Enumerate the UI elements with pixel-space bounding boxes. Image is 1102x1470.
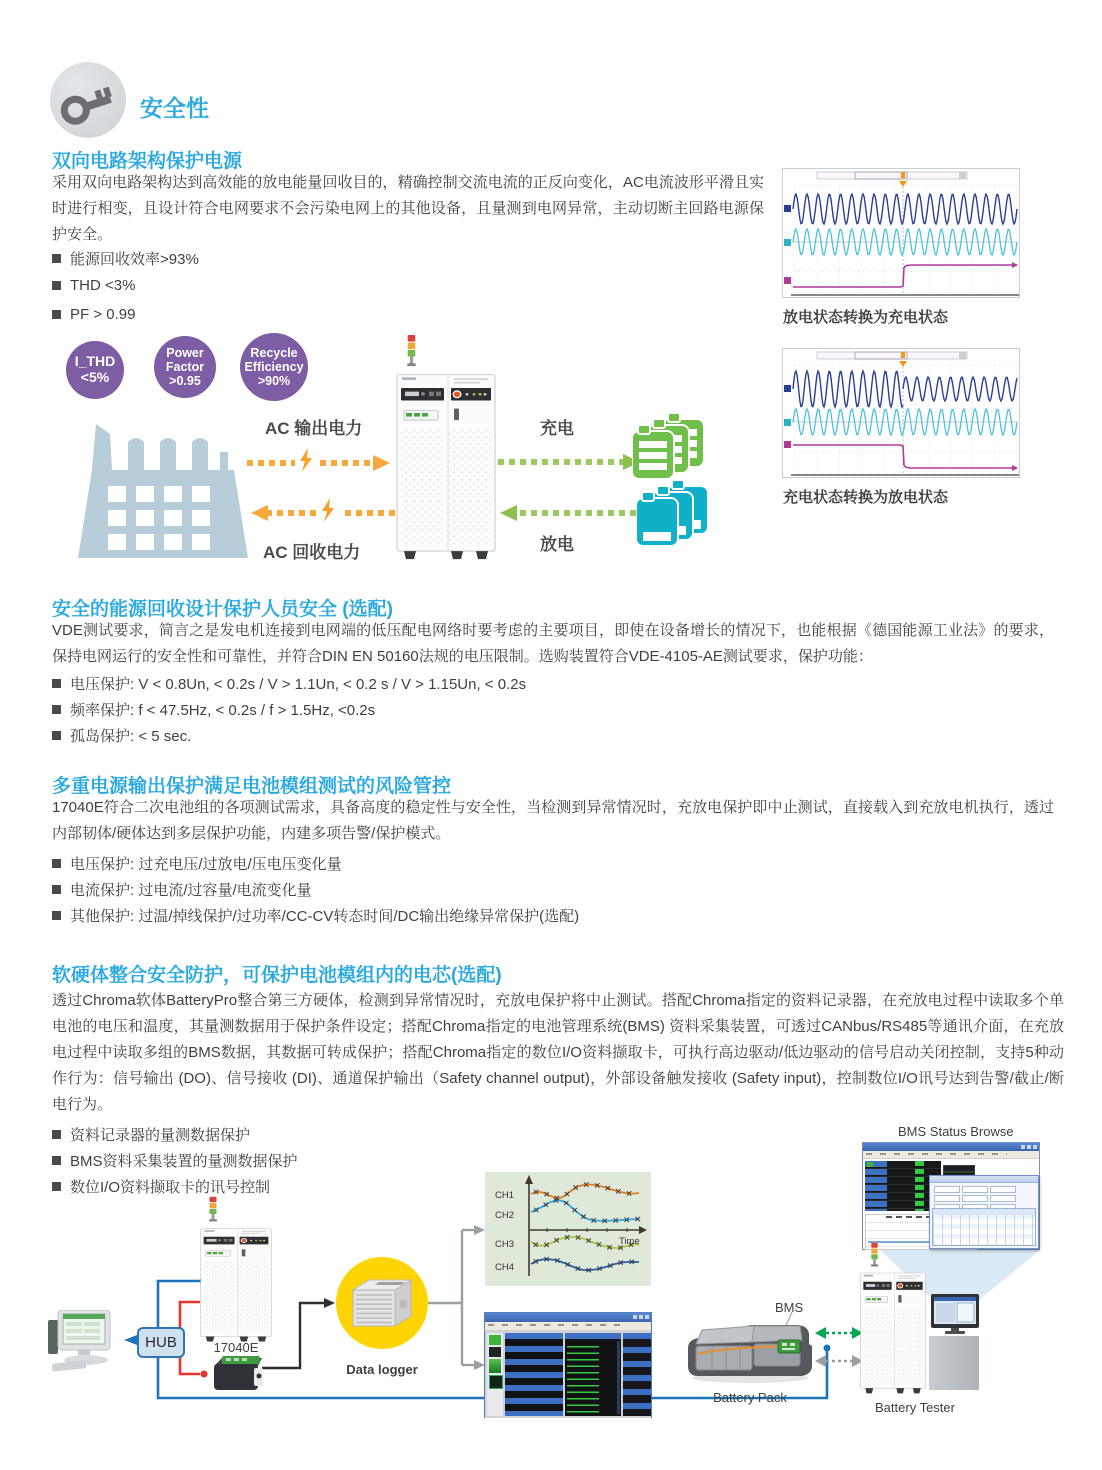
arrow-right-icon: [373, 455, 390, 471]
measurement-column: [565, 1333, 621, 1416]
bullet-item: [52, 853, 342, 874]
green-readouts: [567, 1341, 599, 1414]
waveform-icon: [489, 1375, 503, 1389]
discharge-label: 放电: [540, 535, 574, 554]
time-axis-label: Time: [619, 1236, 640, 1247]
arrow-left-icon: [500, 505, 517, 521]
bullet-square-icon: [52, 911, 61, 920]
battery-pack-label: Battery Pack: [713, 1390, 787, 1405]
monitor-pedestal: [929, 1336, 979, 1390]
bullet-text: PF > 0.99: [70, 306, 136, 323]
ac-return-label: AC 回收电力: [263, 543, 361, 562]
badge-line: Factor: [165, 360, 205, 374]
window-titlebar: [485, 1313, 651, 1322]
scope-screenshot-discharge-to-charge: [782, 168, 1020, 298]
factory-icon: [62, 408, 252, 558]
batterypro-screenshot: [484, 1312, 652, 1418]
bullet-square-icon: [52, 705, 61, 714]
bullet-text: 资料记录器的量测数据保护: [70, 1127, 251, 1144]
bullet-item: [52, 699, 375, 720]
bullet-text: 其他保护: 过温/掉线保护/过功率/CC-CV转态时间/DC输出绝缘异常保护(选配): [70, 908, 580, 925]
section2-body: VDE测试要求，简言之是发电机连接到电网端的低压配电网络时要考虑的主要项目，即使在设备增长的情况下，也能根据《德国能源工业法》的要求，保持电网运行的安全性和可靠性，并符合DIN EN 50160法规的电压限制。选购装置符合VDE-4105-AE测试要求，保护功能：: [52, 622, 1054, 665]
data-logger-label: Data logger: [346, 1362, 418, 1377]
scope-screenshot-charge-to-discharge: [782, 348, 1020, 478]
bullet-item: [52, 725, 191, 746]
page-title: 安全性: [140, 95, 209, 121]
battery-pack-image: [682, 1314, 818, 1386]
value-column-green: [915, 1161, 924, 1211]
hub-label: HUB: [145, 1334, 177, 1351]
key-icon: [50, 62, 126, 138]
bullet-square-icon: [52, 859, 61, 868]
battery-green-icon: [632, 413, 710, 483]
bullet-text: THD <3%: [70, 277, 136, 294]
arrow-left-icon: [124, 1335, 137, 1345]
data-logger-circle: [336, 1257, 428, 1349]
ch3-label: CH3: [495, 1239, 515, 1250]
bullet-text: 能源回收效率>93%: [70, 251, 199, 268]
bullet-text: 频率保护: f < 47.5Hz, < 0.2s / f > 1.5Hz, <0.2s: [70, 702, 376, 719]
section3-body: 17040E符合二次电池组的各项测试需求，具备高度的稳定性与安全性，当检测到异常情况时，充放电保护即中止测试，直接载入到充放电机执行，透过内部韧体/硬体达到多层保护功能，内建多项告警/保护模式。: [52, 799, 1054, 842]
badge-recycle-efficiency: [240, 333, 308, 401]
label-column: [865, 1161, 887, 1211]
bullet-text: 数位I/O资料撷取卡的讯号控制: [70, 1179, 271, 1196]
icon-strip: [487, 1333, 503, 1416]
window-body: [485, 1331, 651, 1418]
badge-line: <5%: [80, 369, 110, 385]
badge-line: I_THD: [74, 353, 116, 370]
bullet-text: 电流保护: 过电流/过容量/电流变化量: [70, 882, 312, 899]
badge-power-factor: [154, 336, 216, 398]
badge-line: >0.95: [169, 374, 201, 388]
battery-test-system-image: [396, 364, 496, 560]
scrollbar: [617, 1341, 620, 1414]
window-titlebar: [863, 1143, 1039, 1151]
settings-dialog: [929, 1175, 1039, 1249]
window-controls-icon: [633, 1315, 649, 1319]
bullet-item: [52, 879, 312, 900]
bms-status-browse-label: BMS Status Browse: [898, 1124, 1014, 1139]
section1-title: 双向电路架构保护电源: [52, 151, 243, 172]
scope-waveform: [783, 169, 1019, 297]
bullet-square-icon: [52, 1130, 61, 1139]
battery-tester-label: Battery Tester: [875, 1400, 955, 1415]
ch4-label: CH4: [495, 1262, 515, 1273]
settings-column: [623, 1333, 651, 1416]
section1-body: 采用双向电路架构达到高效能的放电能量回收目的，精确控制交流电流的正反向变化，AC电流波形平滑且实时进行相变，且设计符合电网要求不会污染电网上的其他设备，且量测到电网异常，主动切断主回路电源保护安全。: [52, 174, 764, 243]
arrow-left-icon: [251, 505, 268, 521]
section4-title: 软硬体整合安全防护，可保护电池模组内的电芯(选配): [52, 965, 502, 986]
parameter-column: [505, 1333, 563, 1416]
computer-icon: [48, 1310, 120, 1372]
arrow-right-icon: [324, 1298, 335, 1308]
window-body: [863, 1159, 1039, 1250]
bullet-item: [52, 277, 135, 294]
dialog-table: [932, 1208, 1036, 1246]
window-menubar: [485, 1322, 651, 1331]
bullet-text: 电压保护: 过充电压/过放电/压电压变化量: [70, 856, 342, 873]
channel-chart-svg: [485, 1172, 651, 1286]
lightning-icon: [322, 498, 334, 522]
badge-line: >90%: [257, 374, 291, 388]
step-cell: [489, 1347, 501, 1357]
badge-line: Efficiency: [244, 360, 304, 374]
battery-tester-cabinet-image: [860, 1266, 926, 1394]
model-label: 17040E: [213, 1340, 259, 1355]
bullet-item: [52, 306, 135, 323]
status-led: [867, 1162, 873, 1167]
scope2-caption: 充电状态转换为放电状态: [783, 489, 949, 506]
badge-line: Recycle: [250, 346, 298, 360]
hub-box: [137, 1327, 185, 1358]
bullet-square-icon: [52, 310, 61, 319]
scope1-caption: 放电状态转换为充电状态: [783, 309, 949, 326]
tower-light-icon: [405, 334, 418, 368]
bullet-text: 电压保护: V < 0.8Un, < 0.2s / V > 1.1Un, < 0.2 s / V > 1.15Un, < 0.2s: [70, 676, 527, 693]
battery-teal-icon: [636, 480, 714, 550]
section3-title: 多重电源输出保护满足电池模组测试的风险管控: [52, 776, 452, 797]
window-controls-icon: [1021, 1145, 1037, 1149]
17040e-cabinet-image: [200, 1222, 272, 1342]
bullet-square-icon: [52, 254, 61, 263]
badge-line: Power: [166, 346, 204, 360]
dialog-fields: [930, 1183, 1038, 1207]
battery-icon: [489, 1359, 501, 1373]
tower-light-icon: [869, 1242, 880, 1268]
bullet-text: BMS资料采集装置的量测数据保护: [70, 1153, 298, 1170]
bullet-item: [52, 673, 526, 694]
bullet-square-icon: [52, 281, 61, 290]
check-icon: [489, 1335, 501, 1345]
charge-label: 充电: [540, 419, 574, 438]
lightning-icon: [300, 448, 312, 472]
bullet-square-icon: [52, 731, 61, 740]
ch1-label: CH1: [495, 1190, 515, 1201]
ac-output-label: AC 输出电力: [265, 419, 363, 438]
badge-ithd: [66, 341, 124, 399]
ch2-label: CH2: [495, 1210, 515, 1221]
key-icon-glyph: [50, 62, 126, 138]
tester-monitor-icon: [931, 1294, 979, 1334]
bms-status-browse-screenshot: [862, 1142, 1040, 1250]
column-header: [565, 1333, 621, 1339]
arrow-right-icon: [474, 1225, 485, 1235]
tower-light-icon: [207, 1196, 219, 1223]
bullet-square-icon: [52, 885, 61, 894]
data-logger-device-icon: [349, 1276, 415, 1330]
bullet-item: [52, 1124, 250, 1145]
battery-module-icon: [212, 1352, 264, 1394]
bullet-square-icon: [52, 679, 61, 688]
bullet-item: [52, 248, 199, 269]
bullet-item: [52, 905, 579, 926]
channel-chart: [485, 1172, 651, 1286]
window-menubar: [863, 1151, 1039, 1159]
bms-label: BMS: [775, 1300, 804, 1315]
section2-title: 安全的能源回收设计保护人员安全 (选配): [52, 599, 393, 620]
scope-waveform: [783, 349, 1019, 477]
bullet-text: 孤岛保护: < 5 sec.: [70, 728, 192, 745]
dialog-titlebar: [930, 1176, 1038, 1183]
section4-body: 透过Chroma软体BatteryPro整合第三方硬体，检测到异常情况时，充放电保护将中止测试。搭配Chroma指定的资料记录器，在充放电过程中读取多个单电池的电压和温度，其量测数据用于保护条件设定；搭配Chroma指定的电池管理系统(BMS) 资料采集装置，可透过CANbus/RS485等通讯介面，在充放电过程中读取多组的BMS数据，其数据可转成保护；搭配Chroma指定的数位I/O资料撷取卡，可执行高边驱动/低边驱动的信号启动关闭控制，支持5种动作行为：信号输出 (DO)、信号接收 (DI)、通道保护输出（Safety channel output)，外部设备触发接收 (Safety input)，控制数位I/O讯号达到告警/截止/断电行为。: [52, 992, 1064, 1113]
